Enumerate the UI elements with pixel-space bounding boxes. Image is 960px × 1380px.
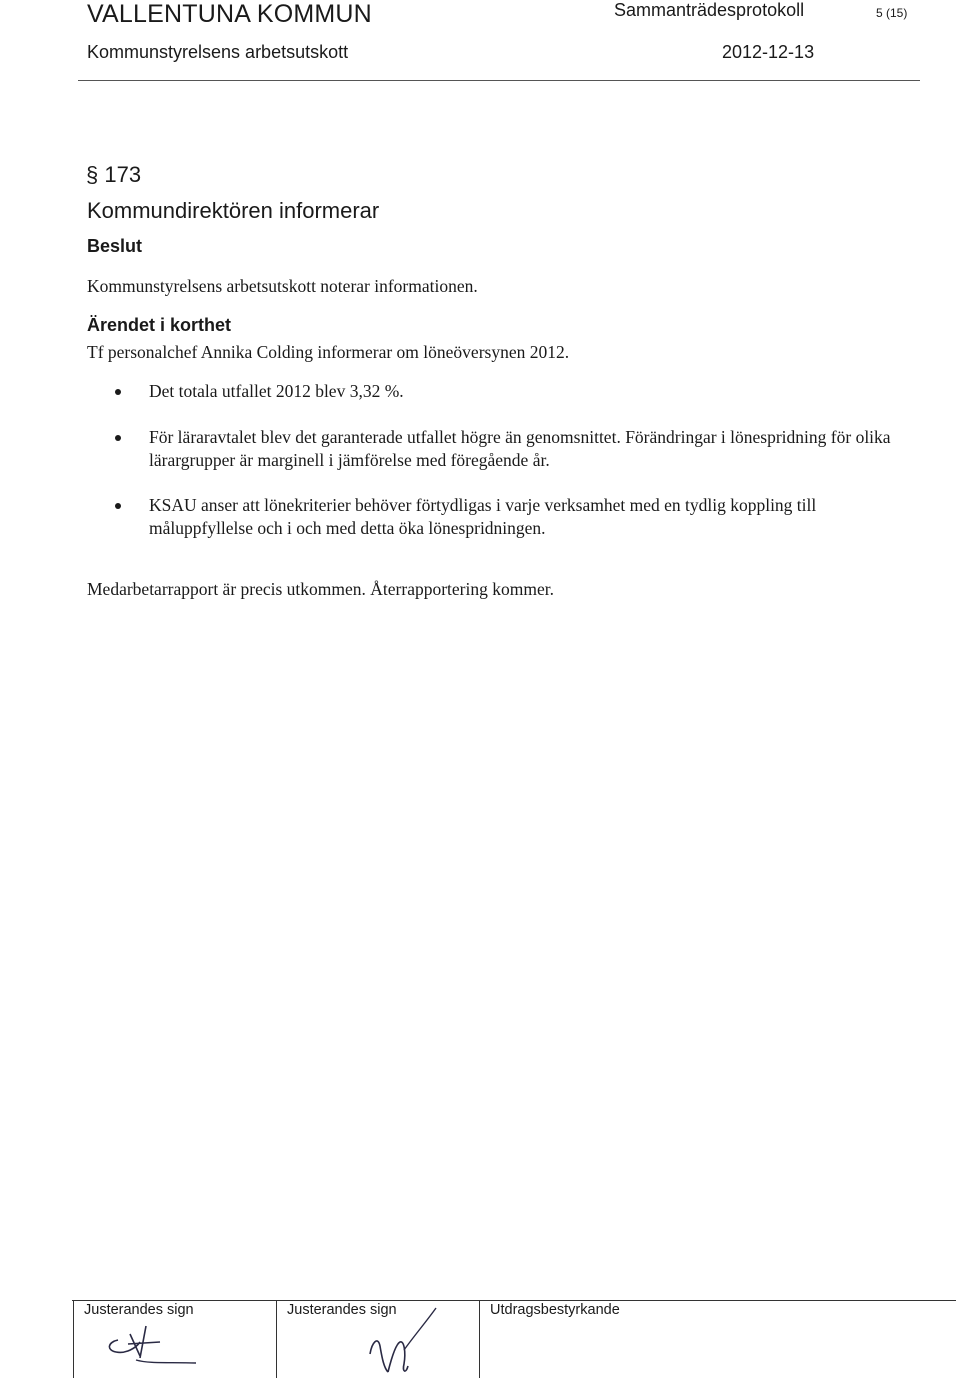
section-title: Kommundirektören informerar (87, 198, 380, 223)
list-item-text: Det totala utfallet 2012 blev 3,32 %. (149, 381, 404, 401)
section-number: § 173 (86, 162, 142, 187)
footer-top-border (72, 1300, 956, 1301)
footer-divider (73, 1300, 74, 1378)
sign-label-1: Justerandes sign (84, 1302, 194, 1318)
organization-name: VALLENTUNA KOMMUN (87, 0, 372, 28)
bullet-icon (115, 389, 121, 395)
committee-name: Kommunstyrelsens arbetsutskott (87, 42, 349, 62)
closing-text: Medarbetarrapport är precis utkommen. Återrapportering kommer. (87, 579, 554, 599)
bullet-icon (115, 435, 121, 441)
bullet-icon (115, 503, 121, 509)
meeting-date: 2012-12-13 (722, 42, 815, 62)
beslut-text: Kommunstyrelsens arbetsutskott noterar informationen. (87, 276, 478, 296)
arendet-intro: Tf personalchef Annika Colding informerar om löneöversynen 2012. (87, 342, 570, 362)
arendet-heading: Ärendet i korthet (87, 315, 232, 335)
footer-divider (276, 1300, 277, 1378)
header-divider (78, 80, 920, 81)
list-item-text: KSAU anser att lönekriterier behöver förtydligas i varje verksamhet med en tydlig koppling till måluppfyllelse och i och med detta öka lönespridningen. (149, 495, 817, 538)
certification-label: Utdragsbestyrkande (490, 1302, 620, 1318)
sign-label-2: Justerandes sign (287, 1302, 397, 1318)
page-number: 5 (15) (876, 6, 908, 20)
signature-mark-1 (100, 1318, 200, 1368)
signature-mark-2 (360, 1306, 450, 1378)
document-type: Sammanträdesprotokoll (614, 0, 805, 20)
beslut-heading: Beslut (87, 236, 143, 256)
list-item-text: För läraravtalet blev det garanterade utfallet högre än genomsnittet. Förändringar i lönespridning för olika lärargrupper är marginell i jämförelse med föregående år. (149, 427, 891, 470)
footer-divider (479, 1300, 480, 1378)
